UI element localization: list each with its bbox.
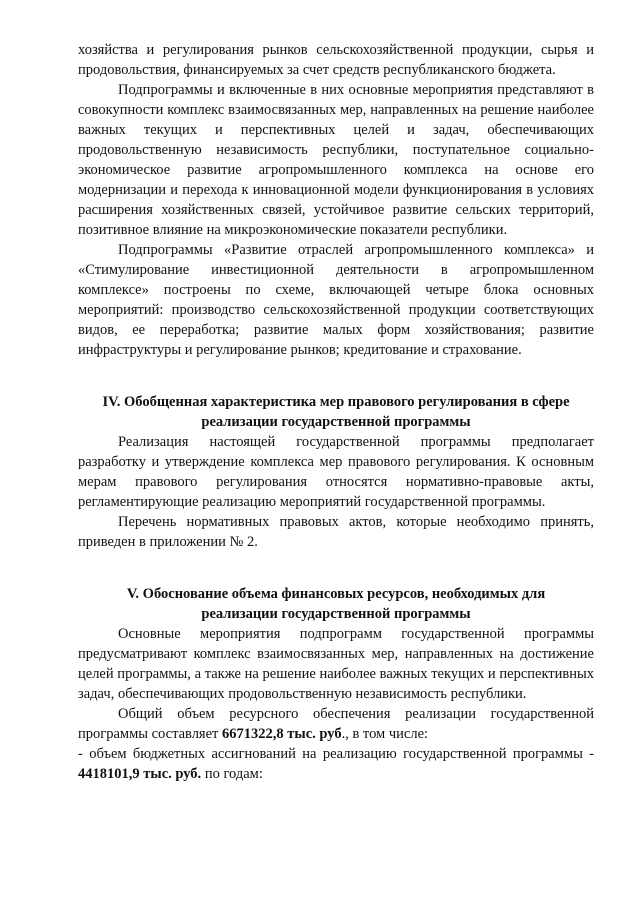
section-5-heading-line2: реализации государственной программы — [201, 606, 471, 622]
subprograms-paragraph: Подпрограммы и включенные в них основные мероприятия представляют в совокупности комплекс взаимосвязанных мер, направленных на решение наиболее важных текущих и перспективных целей и задач, обеспечивающих продовольственную независимость республики, поступательное социально-экономическое развитие агропромышленного комплекса на основе его модернизации и перехода к инновационной модели функционирования в условиях расширения хозяйственных связей, устойчивое развитие сельских территорий, позитивное влияние на микроэкономические показатели республики. — [78, 82, 594, 238]
total-amount: 6671322,8 тыс. руб — [222, 726, 342, 742]
budget-text-after: по годам: — [201, 766, 263, 782]
section-5-heading-line1: V. Обоснование объема финансовых ресурсов, необходимых для — [126, 586, 546, 602]
section-4-heading-line1: IV. Обобщенная характеристика мер правового регулирования в сфере — [102, 394, 570, 410]
section-5-paragraph-1: Основные мероприятия подпрограмм государственной программы предусматривают комплекс взаимосвязанных мер, направленных на достижение целей программы, а также на решение наиболее важных текущих и перспективных задач, обеспечивающих продовольственную независимость республики. — [78, 626, 594, 702]
document-page — [78, 40, 594, 784]
budget-amount: 4418101,9 тыс. руб. — [78, 766, 202, 782]
section-4-heading-line2: реализации государственной программы — [201, 414, 471, 430]
section-5-paragraph-2 — [78, 704, 594, 744]
total-text-before: Общий объем ресурсного обеспечения реализации государственной программы составляет — [78, 706, 594, 742]
section-5-heading — [78, 584, 594, 624]
intro-paragraph: хозяйства и регулирования рынков сельскохозяйственной продукции, сырья и продовольствия, финансируемых за счет средств республиканского бюджета. — [78, 42, 594, 78]
section-4-paragraph-2: Перечень нормативных правовых актов, которые необходимо принять, приведен в приложении № 2. — [78, 514, 594, 550]
section-4-heading — [78, 392, 594, 432]
section-4-paragraph-1: Реализация настоящей государственной программы предполагает разработку и утверждение комплекса мер правового регулирования. К основным мерам правового регулирования относятся нормативно-правовые акты, регламентирующие реализацию мероприятий государственной программы. — [78, 434, 594, 510]
subprograms-structure-paragraph: Подпрограммы «Развитие отраслей агропромышленного комплекса» и «Стимулирование инвестиционной деятельности в агропромышленном комплексе» построены по схеме, включающей четыре блока основных мероприятий: производство сельскохозяйственной продукции соответствующих видов, ее переработка; развитие малых форм хозяйствования; развитие инфраструктуры и регулирование рынков; кредитование и страхование. — [78, 242, 594, 358]
section-5-paragraph-3 — [78, 744, 594, 784]
budget-text-before: - объем бюджетных ассигнований на реализацию государственной программы - — [78, 746, 594, 762]
total-text-after: ., в том числе: — [341, 726, 429, 742]
